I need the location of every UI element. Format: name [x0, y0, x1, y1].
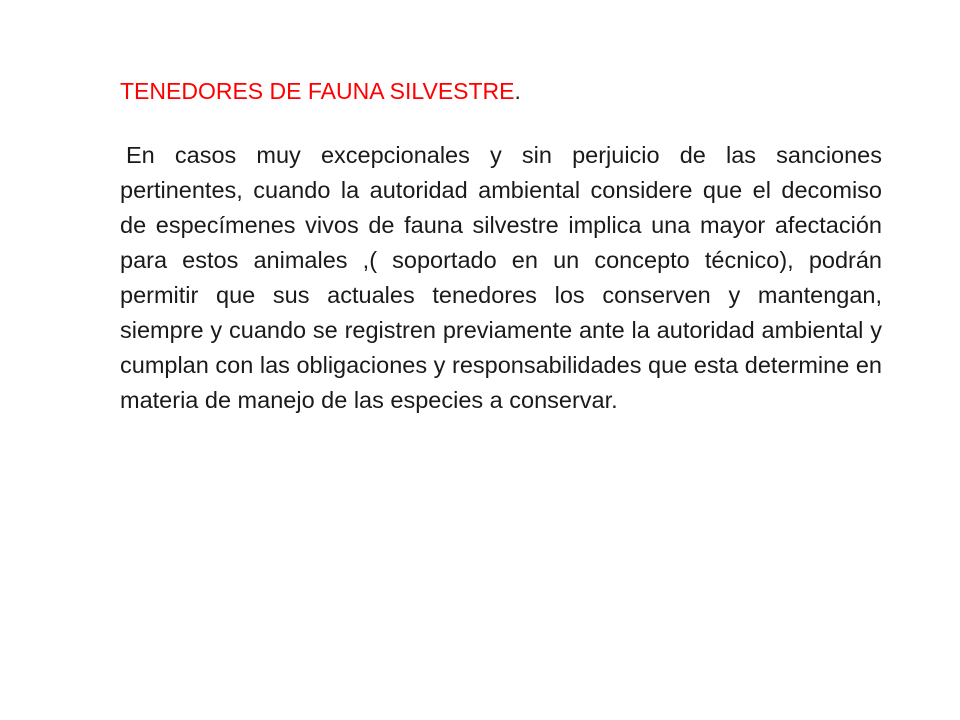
slide-title-period: .	[514, 78, 521, 104]
slide-body-paragraph: En casos muy excepcionales y sin perjuicio de las sanciones pertinentes, cuando la autoridad ambiental considere que el decomiso de especímenes vivos de fauna silvestre implica una mayor afectación para estos animales ,( soportado en un concepto técnico), podrán permitir que sus actuales tenedores los conserven y mantengan, siempre y cuando se registren previamente ante la autoridad ambiental y cumplan con las obligaciones y responsabilidades que esta determine en materia de manejo de las especies a conservar.	[120, 142, 882, 413]
slide-title-text: TENEDORES DE FAUNA SILVESTRE	[120, 78, 515, 104]
slide-content	[120, 74, 882, 418]
slide-title	[120, 74, 882, 108]
